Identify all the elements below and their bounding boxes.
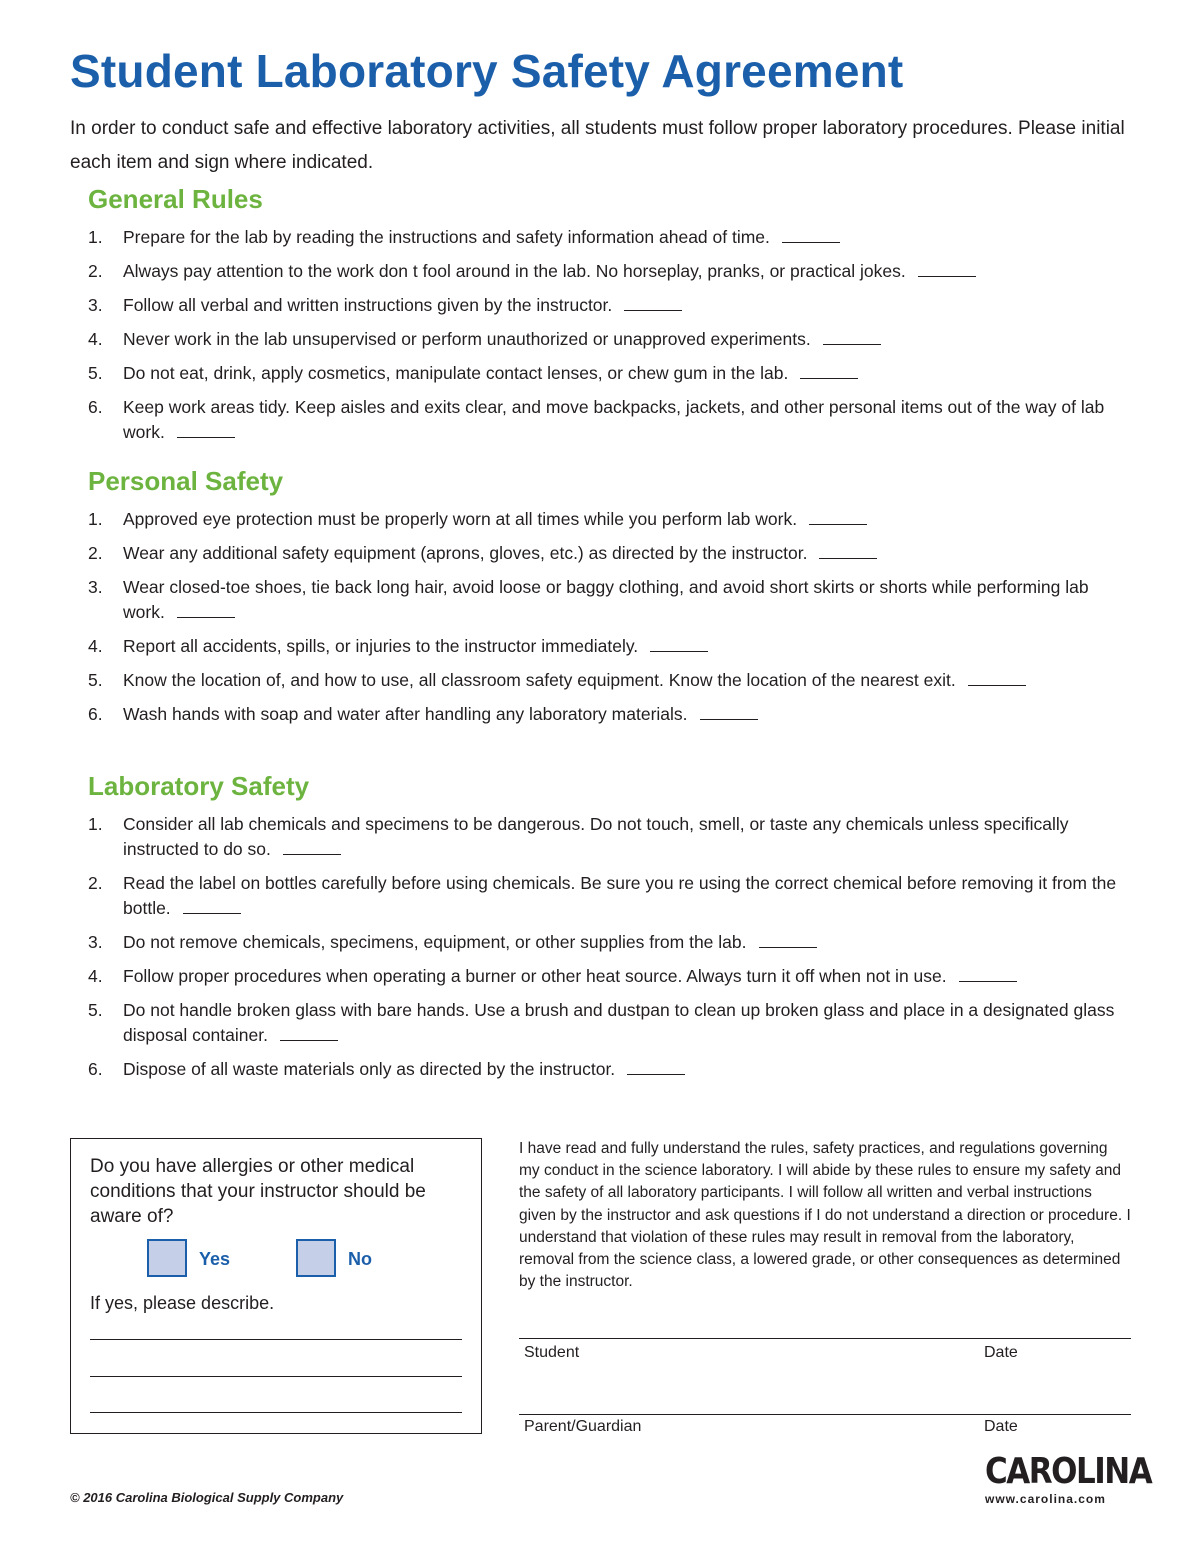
list-item: 6. Keep work areas tidy. Keep aisles and exits clear, and move backpacks, jackets, and other personal items out of the way of lab work.: [88, 397, 1105, 442]
no-label: No: [348, 1249, 372, 1269]
rule-text: Follow proper procedures when operating a burner or other heat source. Always turn it off when not in use.: [123, 966, 947, 986]
rule-text: Dispose of all waste materials only as directed by the instructor.: [123, 1059, 616, 1079]
rules-list: [88, 812, 1128, 1082]
yes-label: Yes: [199, 1249, 231, 1269]
initial-blank[interactable]: [177, 423, 235, 438]
initial-blank[interactable]: [823, 330, 881, 345]
initial-blank[interactable]: [283, 840, 341, 855]
list-item: 6. Wash hands with soap and water after handling any laboratory materials.: [88, 702, 1128, 727]
list-item: 5. Do not eat, drink, apply cosmetics, manipulate contact lenses, or chew gum in the lab.: [88, 361, 1128, 386]
rule-text: Always pay attention to the work don t fool around in the lab. No horseplay, pranks, or practical jokes.: [123, 261, 906, 281]
initial-blank[interactable]: [809, 510, 867, 525]
date-label: Date: [984, 1344, 1018, 1361]
rule-text: Prepare for the lab by reading the instructions and safety information ahead of time.: [123, 227, 770, 247]
initial-blank[interactable]: [800, 364, 858, 379]
student-signature-line[interactable]: [519, 1338, 1131, 1339]
list-item: 2. Wear any additional safety equipment (aprons, gloves, etc.) as directed by the instructor.: [88, 541, 1128, 566]
initial-blank[interactable]: [280, 1026, 338, 1041]
date-label: Date: [984, 1418, 1018, 1435]
section-heading: General Rules: [88, 184, 263, 214]
rule-text: Wash hands with soap and water after handling any laboratory materials.: [123, 704, 688, 724]
initial-blank[interactable]: [624, 296, 682, 311]
initial-blank[interactable]: [177, 603, 235, 618]
initial-blank[interactable]: [959, 967, 1017, 982]
rule-text: Do not eat, drink, apply cosmetics, manipulate contact lenses, or chew gum in the lab.: [123, 363, 789, 383]
section-heading: Laboratory Safety: [88, 771, 310, 801]
parent-signature-line[interactable]: [519, 1414, 1131, 1415]
rule-text: Consider all lab chemicals and specimens to be dangerous. Do not touch, smell, or taste any chemicals unless specifically instructed to do so.: [123, 814, 1069, 859]
rule-text: Follow all verbal and written instructions given by the instructor.: [123, 295, 613, 315]
initial-blank[interactable]: [782, 228, 840, 243]
rule-text: Never work in the lab unsupervised or perform unauthorized or unapproved experiments.: [123, 329, 811, 349]
copyright-text: © 2016 Carolina Biological Supply Company: [70, 1490, 344, 1505]
medical-question: Do you have allergies or other medical conditions that your instructor should be aware of?: [90, 1156, 426, 1227]
page-title: Student Laboratory Safety Agreement: [70, 45, 904, 97]
rule-text: Report all accidents, spills, or injuries to the instructor immediately.: [123, 636, 639, 656]
rule-text: Know the location of, and how to use, all classroom safety equipment. Know the location of the nearest exit.: [123, 670, 956, 690]
medical-conditions-box: [70, 1138, 482, 1434]
rule-text: Do not remove chemicals, specimens, equipment, or other supplies from the lab.: [123, 932, 747, 952]
list-item: 4. Report all accidents, spills, or injuries to the instructor immediately.: [88, 634, 1128, 659]
parent-guardian-label: Parent/Guardian: [524, 1418, 642, 1435]
list-item: 2. Always pay attention to the work don t fool around in the lab. No horseplay, pranks, or practical jokes.: [88, 259, 1128, 284]
describe-line[interactable]: [90, 1376, 462, 1377]
list-item: 4. Follow proper procedures when operating a burner or other heat source. Always turn it off when not in use.: [88, 964, 1128, 989]
initial-blank[interactable]: [968, 671, 1026, 686]
rules-list: [88, 225, 1128, 445]
list-item: 3. Wear closed-toe shoes, tie back long hair, avoid loose or baggy clothing, and avoid short skirts or shorts while performing lab work.: [88, 577, 1089, 622]
list-item: 6. Dispose of all waste materials only as directed by the instructor.: [88, 1057, 1128, 1082]
rule-text: Read the label on bottles carefully before using chemicals. Be sure you re using the correct chemical before removing it from the bottle.: [123, 873, 1117, 918]
rules-list: [88, 507, 1128, 727]
initial-blank[interactable]: [918, 262, 976, 277]
initial-blank[interactable]: [627, 1060, 685, 1075]
no-checkbox[interactable]: [296, 1239, 336, 1277]
intro-text: In order to conduct safe and effective laboratory activities, all students must follow proper laboratory procedures. Please initial each item and sign where indicated.: [70, 118, 1125, 173]
logo-url: www.carolina.com: [985, 1492, 1106, 1506]
initial-blank[interactable]: [650, 637, 708, 652]
initial-blank[interactable]: [183, 899, 241, 914]
logo-wordmark: CAROLINA: [985, 1450, 1152, 1493]
list-item: 5. Do not handle broken glass with bare hands. Use a brush and dustpan to clean up broken glass and place in a designated glass disposal container.: [88, 1000, 1115, 1045]
section-heading: Personal Safety: [88, 466, 284, 496]
list-item: 2. Read the label on bottles carefully before using chemicals. Be sure you re using the correct chemical before removing it from the bottle.: [88, 873, 1117, 918]
rule-text: Do not handle broken glass with bare hands. Use a brush and dustpan to clean up broken glass and place in a designated glass disposal container.: [123, 1000, 1115, 1045]
agreement-statement: I have read and fully understand the rules, safety practices, and regulations governing my conduct in the science laboratory. I will abide by these rules to ensure my safety and the safety of all laboratory participants. I will follow all written and verbal instructions given by the instructor and ask questions if I do not understand a direction or procedure. I understand that violation of these rules may result in removal from the laboratory, removal from the science class, a lowered grade, or other consequences as determined by the instructor.: [519, 1140, 1131, 1291]
describe-prompt: If yes, please describe.: [90, 1293, 275, 1313]
describe-line[interactable]: [90, 1412, 462, 1413]
list-item: 5. Know the location of, and how to use, all classroom safety equipment. Know the location of the nearest exit.: [88, 668, 1128, 693]
list-item: 3. Follow all verbal and written instructions given by the instructor.: [88, 293, 1128, 318]
list-item: 1. Consider all lab chemicals and specimens to be dangerous. Do not touch, smell, or taste any chemicals unless specifically instructed to do so.: [88, 814, 1069, 859]
section-laboratory-safety: [88, 771, 1128, 1091]
rule-text: Approved eye protection must be properly worn at all times while you perform lab work.: [123, 509, 798, 529]
initial-blank[interactable]: [759, 933, 817, 948]
rule-text: Wear closed-toe shoes, tie back long hair, avoid loose or baggy clothing, and avoid short skirts or shorts while performing lab work.: [123, 577, 1089, 622]
carolina-logo: [985, 1450, 1152, 1506]
initial-blank[interactable]: [819, 544, 877, 559]
rule-text: Wear any additional safety equipment (aprons, gloves, etc.) as directed by the instructor.: [123, 543, 808, 563]
section-personal-safety: [88, 466, 1128, 736]
list-item: 3. Do not remove chemicals, specimens, equipment, or other supplies from the lab.: [88, 930, 1128, 955]
list-item: 4. Never work in the lab unsupervised or perform unauthorized or unapproved experiments.: [88, 327, 1128, 352]
student-label: Student: [524, 1344, 580, 1361]
rule-text: Keep work areas tidy. Keep aisles and exits clear, and move backpacks, jackets, and other personal items out of the way of lab work.: [123, 397, 1105, 442]
section-general-rules: [88, 184, 1128, 454]
yes-checkbox[interactable]: [147, 1239, 187, 1277]
list-item: 1. Approved eye protection must be properly worn at all times while you perform lab work.: [88, 507, 1128, 532]
initial-blank[interactable]: [700, 705, 758, 720]
list-item: 1. Prepare for the lab by reading the instructions and safety information ahead of time.: [88, 225, 1128, 250]
describe-line[interactable]: [90, 1339, 462, 1340]
